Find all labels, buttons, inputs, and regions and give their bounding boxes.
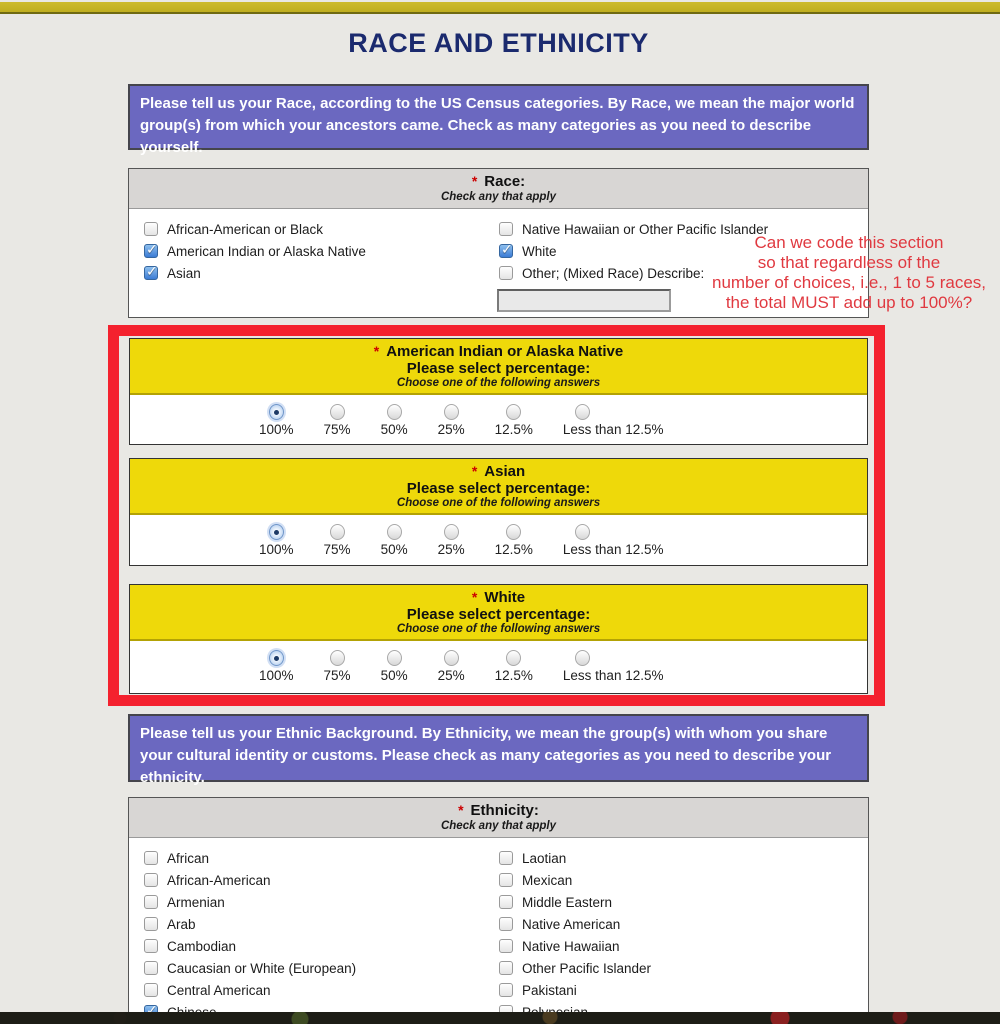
checkbox[interactable] (499, 895, 513, 909)
required-asterisk: * (458, 802, 464, 818)
race-option-label: Other; (Mixed Race) Describe: (522, 265, 705, 281)
radio-label: 75% (323, 422, 351, 437)
radio-button[interactable] (387, 524, 402, 540)
radio-label: 50% (380, 422, 408, 437)
percentage-option (438, 404, 465, 437)
ethnicity-option (144, 891, 499, 913)
ethnicity-section-subtitle: Check any that apply (440, 820, 557, 832)
ethnicity-option (499, 979, 868, 1001)
radio-button[interactable] (575, 404, 590, 420)
ethnicity-intro-banner: Please tell us your Ethnic Background. By Ethnicity, we mean the group(s) with whom you share your cultural identity or customs. Please check as many categories as you need to describe your ethnicity. (128, 714, 869, 782)
percentage-option (563, 524, 664, 557)
radio-button[interactable] (444, 524, 459, 540)
annotation-line: the total MUST add up to 100%? (725, 293, 973, 312)
percentage-option (259, 524, 294, 557)
percentage-option (381, 524, 408, 557)
percentage-option (438, 524, 465, 557)
ethnicity-option (144, 957, 499, 979)
race-option-label: Asian (167, 265, 201, 281)
radio-button[interactable] (330, 524, 345, 540)
radio-button[interactable] (269, 524, 284, 540)
ethnicity-option (144, 979, 499, 1001)
checkbox[interactable] (144, 266, 158, 280)
radio-button[interactable] (444, 650, 459, 666)
percentage-prompt: Please select percentage: (406, 480, 591, 497)
annotation-line: Can we code this section (754, 233, 944, 252)
ethnicity-option (144, 869, 499, 891)
ethnicity-option (499, 913, 868, 935)
race-section-header (129, 169, 868, 209)
radio-label: 100% (259, 422, 294, 437)
ethnicity-option (144, 935, 499, 957)
percentage-section-asian (129, 458, 868, 566)
ethnicity-option-label: Other Pacific Islander (522, 960, 652, 976)
percentage-section-title: American Indian or Alaska Native (386, 343, 624, 360)
annotation-line: so that regardless of the (757, 253, 941, 272)
radio-button[interactable] (575, 650, 590, 666)
checkbox[interactable] (144, 222, 158, 236)
race-option-label: African-American or Black (167, 221, 324, 237)
radio-button[interactable] (444, 404, 459, 420)
radio-button[interactable] (330, 404, 345, 420)
checkbox[interactable] (499, 961, 513, 975)
checkbox[interactable] (144, 851, 158, 865)
ethnicity-option-label: Arab (167, 916, 196, 932)
checkbox[interactable] (499, 222, 513, 236)
radio-label: 75% (323, 542, 351, 557)
ethnicity-option-label: Cambodian (167, 938, 237, 954)
percentage-section-header (130, 459, 867, 515)
percentage-option (259, 650, 294, 683)
ethnicity-section (128, 797, 869, 1013)
required-asterisk: * (471, 173, 478, 189)
ethnicity-option-label: African-American (167, 872, 271, 888)
radio-label: Less than 12.5% (562, 422, 664, 437)
percentage-prompt: Please select percentage: (406, 606, 591, 623)
checkbox[interactable] (499, 851, 513, 865)
ethnicity-option (499, 847, 868, 869)
race-option (144, 262, 499, 284)
race-option-label: Native Hawaiian or Other Pacific Islander (522, 221, 769, 237)
percentage-section-american-indian (129, 338, 868, 445)
checkbox[interactable] (144, 939, 158, 953)
radio-button[interactable] (269, 650, 284, 666)
percentage-option (381, 404, 408, 437)
percentage-section-header (130, 585, 867, 641)
percentage-instruction: Choose one of the following answers (396, 623, 601, 635)
percentage-instruction: Choose one of the following answers (396, 377, 601, 389)
race-section-title: Race: (484, 173, 526, 190)
ethnicity-option (144, 913, 499, 935)
radio-label: 50% (380, 542, 408, 557)
ethnicity-option-label: Caucasian or White (European) (167, 960, 357, 976)
percentage-prompt: Please select percentage: (406, 360, 591, 377)
percentage-section-title: White (484, 589, 526, 606)
ethnicity-option-label: Laotian (522, 850, 567, 866)
race-option-label: American Indian or Alaska Native (167, 243, 366, 259)
ethnicity-option (499, 869, 868, 891)
percentage-instruction: Choose one of the following answers (396, 497, 601, 509)
radio-label: Less than 12.5% (562, 668, 664, 683)
radio-button[interactable] (506, 404, 521, 420)
ethnicity-option-label: Mexican (522, 872, 573, 888)
background-texture-strip (0, 1012, 1000, 1024)
radio-button[interactable] (330, 650, 345, 666)
checkbox[interactable] (144, 244, 158, 258)
required-asterisk: * (471, 589, 478, 605)
radio-label: 12.5% (494, 668, 533, 683)
percentage-option (381, 650, 408, 683)
ethnicity-option-label: Middle Eastern (522, 894, 613, 910)
checkbox[interactable] (144, 895, 158, 909)
page-title: RACE AND ETHNICITY (348, 28, 649, 58)
ethnicity-option-label: Armenian (167, 894, 225, 910)
ethnicity-option-label: Pakistani (522, 982, 577, 998)
percentage-option (438, 650, 465, 683)
radio-label: 50% (380, 668, 408, 683)
radio-label: 25% (437, 422, 465, 437)
ethnicity-option (499, 935, 868, 957)
ethnicity-option (144, 847, 499, 869)
race-intro-banner: Please tell us your Race, according to the US Census categories. By Race, we mean the major world group(s) from which your ancestors came. Check as many categories as you need to describe yourself. (128, 84, 869, 150)
percentage-option (563, 404, 664, 437)
checkbox[interactable] (499, 939, 513, 953)
checkbox[interactable] (499, 266, 513, 280)
checkbox[interactable] (499, 917, 513, 931)
checkbox[interactable] (144, 917, 158, 931)
radio-label: 25% (437, 668, 465, 683)
ethnicity-section-header (129, 798, 868, 838)
checkbox[interactable] (144, 961, 158, 975)
radio-label: 12.5% (494, 542, 533, 557)
percentage-option (495, 650, 533, 683)
percentage-option (324, 524, 351, 557)
ethnicity-section-title: Ethnicity: (470, 802, 539, 819)
ethnicity-option-label: Native Hawaiian (522, 938, 620, 954)
reviewer-annotation (703, 233, 995, 313)
percentage-section-white (129, 584, 868, 694)
race-option-label: White (522, 243, 557, 259)
radio-label: 12.5% (494, 422, 533, 437)
radio-button[interactable] (269, 404, 284, 420)
race-option (144, 240, 499, 262)
radio-button[interactable] (506, 650, 521, 666)
radio-label: 25% (437, 542, 465, 557)
radio-label: 100% (259, 668, 294, 683)
top-accent-bar (0, 2, 1000, 14)
radio-button[interactable] (387, 650, 402, 666)
ethnicity-option (499, 957, 868, 979)
percentage-option (259, 404, 294, 437)
ethnicity-option-label: Central American (167, 982, 271, 998)
ethnicity-option (499, 891, 868, 913)
race-option (144, 218, 499, 240)
checkbox[interactable] (499, 983, 513, 997)
percentage-section-header (130, 339, 867, 395)
required-asterisk: * (471, 463, 478, 479)
checkbox[interactable] (144, 873, 158, 887)
percentage-option (495, 524, 533, 557)
checkbox[interactable] (144, 983, 158, 997)
percentage-option (324, 650, 351, 683)
percentage-option (324, 404, 351, 437)
checkbox[interactable] (499, 244, 513, 258)
race-section-subtitle: Check any that apply (440, 191, 557, 203)
percentage-section-title: Asian (484, 463, 526, 480)
percentage-option (495, 404, 533, 437)
radio-button[interactable] (575, 524, 590, 540)
radio-button[interactable] (387, 404, 402, 420)
radio-label: Less than 12.5% (562, 542, 664, 557)
radio-label: 100% (259, 542, 294, 557)
radio-button[interactable] (506, 524, 521, 540)
required-asterisk: * (373, 343, 380, 359)
ethnicity-option-label: African (167, 850, 210, 866)
radio-label: 75% (323, 668, 351, 683)
ethnicity-option-label: Native American (522, 916, 621, 932)
annotation-line: number of choices, i.e., 1 to 5 races, (711, 273, 987, 292)
other-race-describe-input[interactable] (497, 289, 671, 312)
checkbox[interactable] (499, 873, 513, 887)
percentage-option (563, 650, 664, 683)
